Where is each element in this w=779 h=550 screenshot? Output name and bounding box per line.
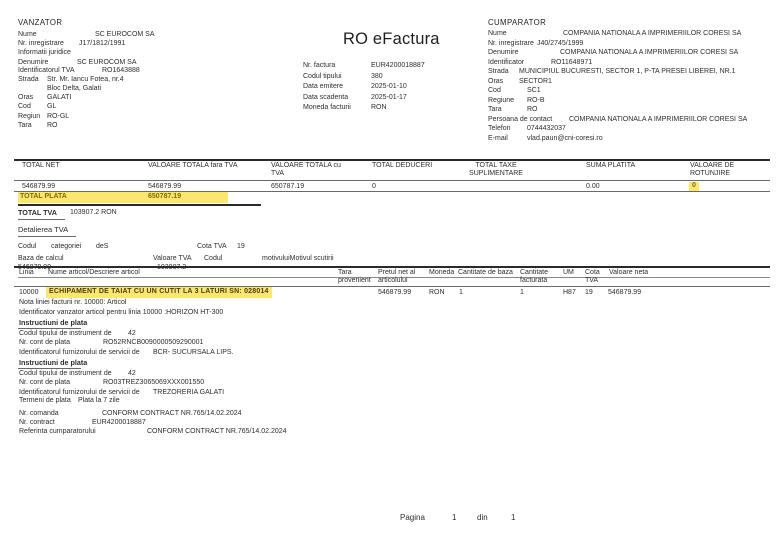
payment1-cont-label: Nr. cont de plata [19, 339, 70, 346]
item-row-descriere: ECHIPAMENT DE TAIAT CU UN CUTIT LA 3 LATURI SN: 028014 [46, 287, 272, 298]
invoice-data-emitere-value: 2025-01-10 [371, 83, 407, 90]
ref-referinta-value: CONFORM CONTRACT NR.765/14.02.2024 [147, 428, 287, 435]
item-row-um: H87 [563, 288, 576, 296]
totals-header-total-net: TOTAL NET [22, 162, 60, 169]
total-plata-value: 650787.19 [146, 192, 228, 203]
items-header-valoare-neta: Valoare neta [609, 268, 649, 276]
items-header-linia: Linia [19, 268, 34, 276]
vat-rate-value: 19 [237, 242, 245, 250]
payment2-furnizor-value: TREZORERIA GALATI [153, 388, 225, 396]
seller-cod-label: Cod [18, 103, 31, 110]
totals-value-total-net: 546879.99 [22, 182, 56, 190]
totals-header-divider [14, 180, 770, 181]
seller-nume-label: Nume [18, 31, 37, 38]
seller-strada-value: Str. Mr. Iancu Fotea, nr.4 [47, 76, 124, 83]
items-header-moneda: Moneda [429, 268, 455, 276]
buyer-cod-label: Cod [488, 87, 501, 94]
payment-terms-label: Termeni de plata [19, 396, 71, 404]
buyer-nr-inregistrare-value: J40/2745/1999 [537, 39, 584, 47]
ref-referinta-label: Referinta cumparatorului [19, 428, 96, 435]
seller-identificator-tva-label: Identificatorul TVA [18, 67, 75, 74]
totals-value-deduceri: 0 [372, 182, 376, 190]
totals-header-cu-tva: VALOARE TOTALA cu TVA [271, 162, 341, 178]
payment2-cod-label: Codul tipului de instrument de [19, 369, 112, 377]
invoice-nr-value: EUR4200018887 [371, 62, 425, 69]
buyer-cod-value: SC1 [527, 87, 541, 94]
seller-tara-label: Tara [18, 121, 32, 129]
buyer-heading: CUMPARATOR [488, 18, 547, 27]
totals-header-fara-tva: VALOARE TOTALA fara TVA [148, 162, 238, 169]
seller-oras-label: Oras [18, 94, 34, 101]
total-plata-label: TOTAL PLATA [18, 192, 149, 203]
totals-header-deduceri: TOTAL DEDUCERI [372, 162, 433, 169]
totals-header-suma-platita: SUMA PLATITA [586, 162, 636, 169]
invoice-data-emitere-label: Data emitere [303, 83, 344, 90]
seller-regiun-value: RO-GL [47, 112, 70, 120]
seller-heading: VANZATOR [18, 18, 63, 27]
totals-value-cu-tva: 650787.19 [271, 182, 305, 190]
items-header-cota-tva: Cota TVA [585, 268, 600, 284]
totals-value-fara-tva: 546879.99 [148, 182, 182, 190]
item-row-linia: 10000 [19, 288, 39, 296]
ref-contract-value: EUR4200018887 [92, 419, 146, 426]
payment-heading-2: Instructiuni de plata [19, 357, 88, 367]
seller-denumire-label: Denumire [18, 58, 49, 66]
totals-top-border [14, 159, 770, 161]
item-seller-identifier: Identificator vanzator articol pentru linia 10000 :HORIZON HT-300 [19, 309, 224, 316]
invoice-moneda-value: RON [371, 104, 387, 111]
buyer-denumire-value: COMPANIA NATIONALA A IMPRIMERIILOR CORESI SA [560, 49, 739, 56]
vat-col-base-label: Baza de calcul [18, 254, 64, 262]
payment-heading-1-underline [18, 328, 81, 329]
footer-pagina-label: Pagina [400, 513, 425, 522]
buyer-nr-inregistrare-label: Nr. inregistrare [488, 39, 534, 47]
seller-nr-inregistrare-label: Nr. inregistrare [18, 40, 64, 47]
buyer-tara-label: Tara [488, 106, 502, 113]
item-row-moneda: RON [429, 288, 445, 296]
vat-rate-label: Cota TVA [197, 242, 227, 250]
buyer-strada-label: Strada [488, 68, 509, 75]
total-tva-value: 103907.2 RON [70, 209, 117, 216]
payment1-cod-value: 42 [128, 329, 136, 337]
footer-total-pages: 1 [511, 513, 516, 522]
ref-comanda-label: Nr. comanda [19, 409, 59, 417]
page-title: RO eFactura [343, 30, 440, 48]
items-top-border [14, 266, 770, 268]
item-row-valoare-neta: 546879.99 [608, 288, 642, 296]
seller-informatii-juridice-label: Informatii juridice [18, 48, 71, 56]
buyer-regiune-label: Regiune [488, 96, 515, 104]
vat-col-valoare-label: Valoare TVA [153, 254, 192, 262]
buyer-nume-value: COMPANIA NATIONALA A IMPRIMERIILOR CORESI SA [563, 30, 742, 37]
invoice-cod-tip-label: Codul tipului [303, 72, 342, 80]
vat-category-label-2: categoriei [51, 242, 82, 250]
payment1-furnizor-value: BCR- SUCURSALA LIPS. [153, 348, 234, 356]
payment2-cod-value: 42 [128, 369, 136, 377]
item-row-cant-baza: 1 [459, 288, 463, 296]
buyer-persoana-contact-label: Persoana de contact [488, 115, 553, 123]
seller-strada-line2: Bloc Delta, Galati [47, 85, 102, 92]
invoice-data-scadenta-value: 2025-01-17 [371, 93, 407, 101]
buyer-telefon-label: Telefon [488, 125, 511, 132]
payment1-cod-label: Codul tipului de instrument de [19, 329, 112, 337]
buyer-identificator-label: Identificator [488, 58, 525, 66]
buyer-denumire-label: Denumire [488, 49, 519, 56]
items-header-pret: Pretul net al articolului [378, 268, 416, 284]
detalierea-tva-heading: Detalierea TVA [18, 225, 69, 234]
payment2-cont-label: Nr. cont de plata [19, 379, 70, 386]
buyer-tara-value: RO [527, 106, 538, 113]
payment-heading-1: Instructiuni de plata [19, 317, 88, 327]
footer-din-label: din [477, 513, 488, 522]
payment-terms-value: Plata la 7 zile [78, 396, 120, 404]
payment-heading-2-underline [18, 368, 81, 369]
payment2-furnizor-label: Identificatorul furnizorului de servicii de [19, 388, 140, 396]
seller-oras-value: GALATI [47, 94, 72, 101]
invoice-cod-tip-value: 380 [371, 72, 383, 80]
invoice-moneda-label: Moneda facturii [303, 104, 351, 111]
ref-contract-label: Nr. contract [19, 419, 55, 426]
vat-col-motiv-label: motivuluiMotivul scutirii [262, 254, 334, 262]
total-tva-label: TOTAL TVA [18, 207, 57, 217]
buyer-email-label: E-mail [488, 134, 508, 142]
ref-comanda-value: CONFORM CONTRACT NR.765/14.02.2024 [102, 409, 242, 417]
totals-header-taxe-suplimentare: TOTAL TAXE SUPLIMENTARE [469, 162, 523, 178]
invoice-nr-label: Nr. factura [303, 62, 336, 69]
total-plata-bottom-border [18, 204, 261, 206]
buyer-nume-label: Nume [488, 30, 507, 37]
seller-nr-inregistrare-value: J17/1812/1991 [79, 40, 126, 47]
seller-strada-label: Strada [18, 76, 39, 83]
items-header-cant-baza: Cantitate de baza [458, 268, 513, 276]
buyer-email-value: vlad.paun@cni-coresi.ro [527, 134, 603, 142]
items-header-tara: Tara provenient [338, 268, 371, 284]
vat-category-label-1: Codul [18, 242, 37, 250]
payment1-furnizor-label: Identificatorul furnizorului de servicii de [19, 348, 140, 356]
buyer-persoana-contact-value: COMPANIA NATIONALA A IMPRIMERIILOR CORESI SA [569, 115, 748, 123]
buyer-strada-value: MUNICIPIUL BUCURESTI, SECTOR 1, P-TA PRESEI LIBEREI, NR.1 [519, 68, 736, 75]
seller-tara-value: RO [47, 121, 58, 129]
buyer-identificator-value: RO11648971 [551, 58, 593, 66]
totals-header-rotunjire: VALOARE DE ROTUNJIRE [690, 162, 735, 178]
item-row-cant-facturata: 1 [520, 288, 524, 296]
item-row-pret: 546879.99 [378, 288, 412, 296]
items-header-um: UM [563, 268, 574, 276]
seller-nume-value: SC EUROCOM SA [95, 31, 155, 38]
seller-regiun-label: Regiun [18, 112, 41, 120]
seller-denumire-value: SC EUROCOM SA [77, 58, 137, 66]
items-header-cant-facturata: Cantitate facturata [520, 268, 549, 284]
item-note: Nota liniei facturii nr. 10000: Articol [19, 299, 127, 306]
buyer-regiune-value: RO-B [527, 96, 545, 104]
payment1-cont-value: RO52RNCB0090000509290001 [103, 339, 204, 346]
items-header-descriere: Nume articol/Descriere articol [48, 268, 140, 276]
buyer-telefon-value: 0744432037 [527, 125, 566, 132]
invoice-data-scadenta-label: Data scadenta [303, 93, 349, 101]
totals-value-suma-platita: 0.00 [586, 182, 600, 190]
detalierea-tva-underline [18, 236, 76, 237]
buyer-oras-label: Oras [488, 77, 504, 85]
footer-page-number: 1 [452, 513, 457, 522]
total-tva-underline [18, 219, 65, 220]
payment2-cont-value: RO03TREZ3065069XXX001550 [103, 379, 205, 386]
totals-value-rotunjire: 0 [689, 182, 699, 191]
seller-cod-value: GL [47, 103, 57, 110]
seller-identificator-tva-value: RO1643888 [102, 67, 140, 74]
vat-category-value: deS [96, 242, 109, 250]
item-row-cota: 19 [585, 288, 593, 296]
buyer-oras-value: SECTOR1 [519, 77, 552, 85]
vat-col-codul-label: Codul [204, 254, 223, 262]
